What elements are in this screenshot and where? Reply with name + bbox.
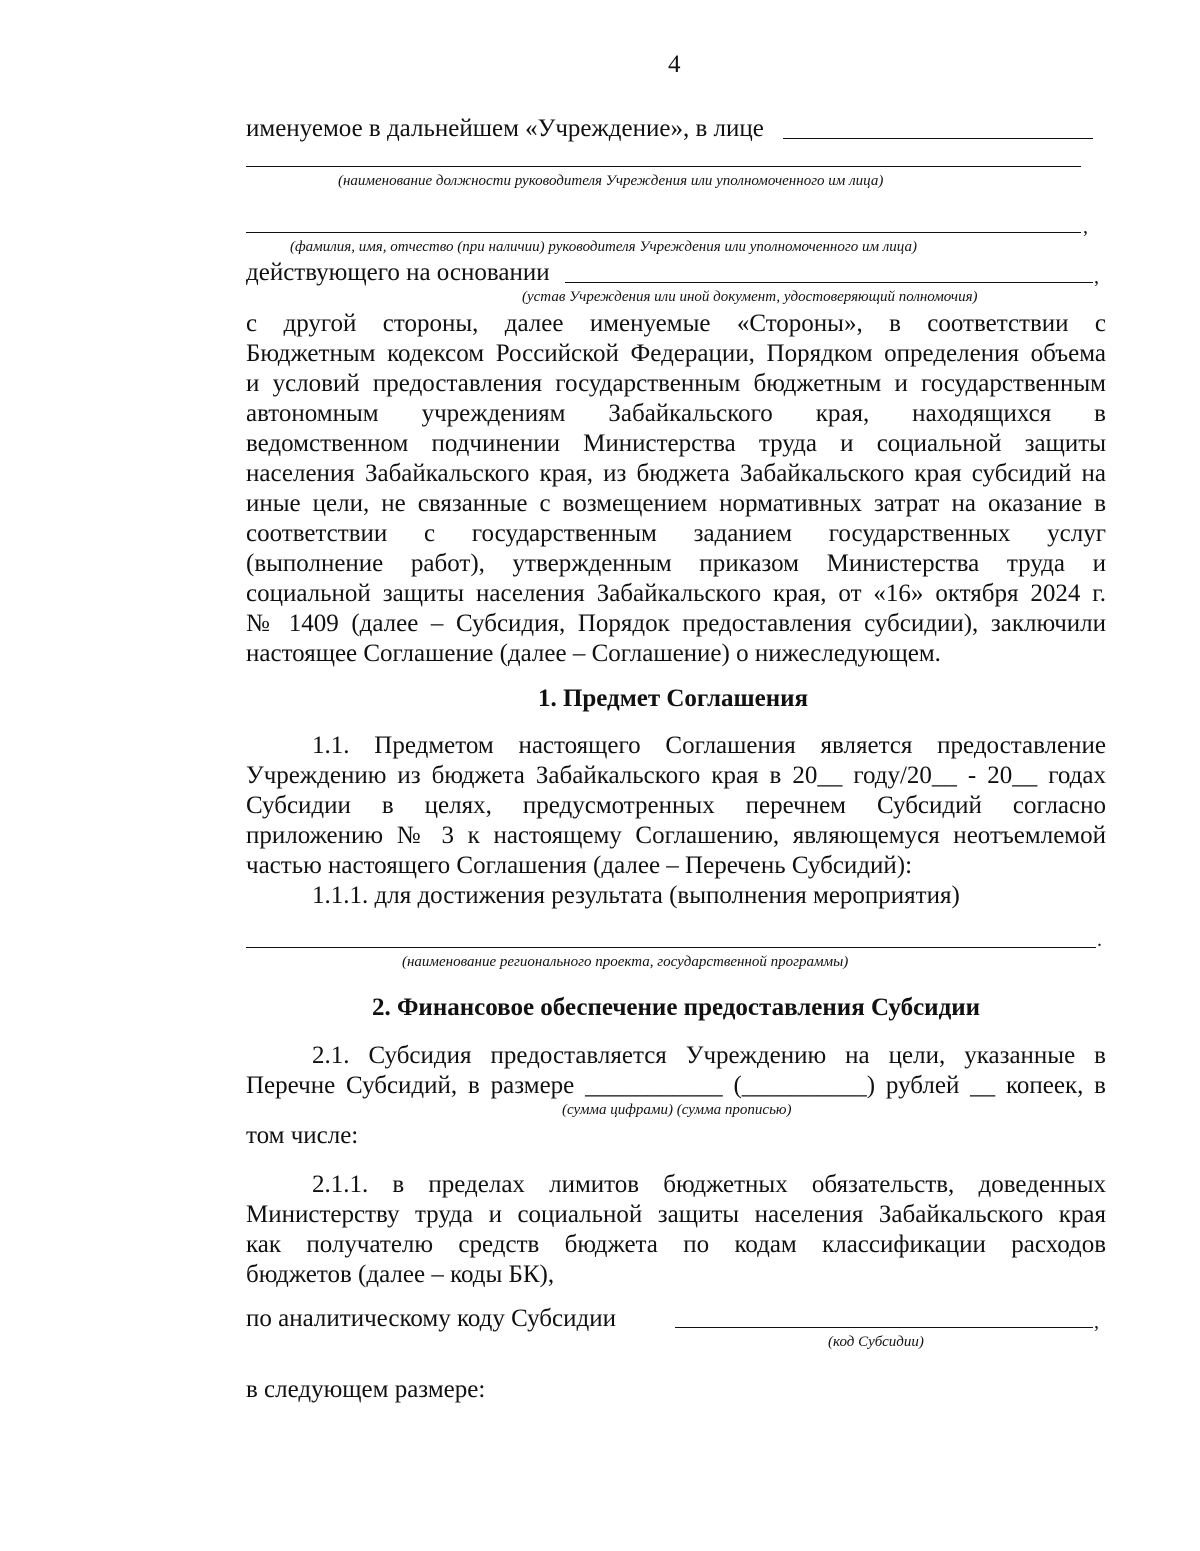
preamble-line: (выполнение работ), утвержденным приказом Министерства труда и bbox=[246, 550, 1106, 577]
section-1-paragraph bbox=[246, 731, 1106, 911]
comma: , bbox=[1083, 216, 1088, 238]
comma: , bbox=[1094, 1311, 1099, 1333]
preamble-line: соответствии с государственным заданием государственных услуг bbox=[246, 520, 1106, 547]
section-2-1-line: том числе: bbox=[246, 1122, 359, 1149]
comma: , bbox=[1094, 266, 1099, 288]
section-1-line: Учреждению из бюджета Забайкальского края в 20__ году/20__ - 20__ годах bbox=[246, 762, 1106, 789]
caption-position: (наименование должности руководителя Учреждения или уполномоченного им лица) bbox=[338, 173, 884, 189]
analytic-code-label: по аналитическому коду Субсидии bbox=[246, 1305, 616, 1332]
preamble-line: автономным учреждениям Забайкальского края, находящихся в bbox=[246, 400, 1106, 427]
preamble-paragraph bbox=[246, 309, 1106, 669]
preamble-line: ведомственном подчинении Министерства труда и социальной защиты bbox=[246, 430, 1106, 457]
section-1-line: Субсидии в целях, предусмотренных перечнем Субсидий согласно bbox=[246, 792, 1106, 819]
intro-acting: действующего на основании bbox=[246, 259, 550, 286]
preamble-line: социальной защиты населения Забайкальского края, от «16» октября 2024 г. bbox=[246, 580, 1106, 607]
dot: . bbox=[1097, 929, 1102, 951]
preamble-line: и условий предоставления государственным бюджетным и государственным bbox=[246, 370, 1106, 397]
preamble-line: настоящее Соглашение (далее – Соглашение) о нижеследующем. bbox=[246, 640, 941, 667]
section-2-1-1-line: бюджетов (далее – коды БК), bbox=[246, 1261, 555, 1288]
blank-line-representative bbox=[783, 138, 1093, 139]
section-1-line: частью настоящего Соглашения (далее – Перечень Субсидий): bbox=[246, 852, 913, 879]
section-2-1-1-paragraph bbox=[246, 1170, 1106, 1290]
section-2-1-paragraph bbox=[246, 1041, 1106, 1101]
section-2-1-1-line: Министерству труда и социальной защиты населения Забайкальского края bbox=[246, 1201, 1106, 1228]
preamble-line: иные цели, не связанные с возмещением нормативных затрат на оказание в bbox=[246, 490, 1106, 517]
preamble-line: с другой стороны, далее именуемые «Стороны», в соответствии с bbox=[246, 310, 1106, 337]
section-2-1-1-line: как получателю средств бюджета по кодам классификации расходов bbox=[246, 1231, 1106, 1258]
item-1-1-1: 1.1.1. для достижения результата (выполнения мероприятия) bbox=[312, 882, 960, 909]
blank-line-fio bbox=[246, 232, 1081, 233]
section-1-line: приложению № 3 к настоящему Соглашению, являющемуся неотъемлемой bbox=[246, 822, 1106, 849]
caption-amount: (сумма цифрами) (сумма прописью) bbox=[562, 1102, 792, 1118]
section-1-line: 1.1. Предметом настоящего Соглашения является предоставление bbox=[312, 732, 1106, 759]
blank-line-basis bbox=[565, 282, 1093, 283]
page-number: 4 bbox=[668, 51, 681, 78]
section-2-1-line: Перечне Субсидий, в размере ___________ (__________) рублей __ копеек, в bbox=[246, 1072, 1106, 1099]
caption-basis: (устав Учреждения или иной документ, удостоверяющий полномочия) bbox=[522, 289, 978, 305]
intro-named-as: именуемое в дальнейшем «Учреждение», в лице bbox=[246, 115, 764, 142]
caption-project: (наименование регионального проекта, государственной программы) bbox=[402, 954, 849, 970]
section-2-1-1-line: 2.1.1. в пределах лимитов бюджетных обязательств, доведенных bbox=[312, 1171, 1106, 1198]
preamble-line: Бюджетным кодексом Российской Федерации, Порядком определения объема bbox=[246, 340, 1106, 367]
blank-line-code bbox=[675, 1327, 1093, 1328]
caption-code: (код Субсидии) bbox=[828, 1334, 924, 1350]
preamble-line: № 1409 (далее – Субсидия, Порядок предоставления субсидии), заключили bbox=[246, 610, 1106, 637]
section-1-title: 1. Предмет Соглашения bbox=[537, 685, 809, 712]
following-amount-label: в следующем размере: bbox=[246, 1376, 486, 1403]
section-2-1-line: 2.1. Субсидия предоставляется Учреждению на цели, указанные в bbox=[312, 1042, 1106, 1069]
section-2-title: 2. Финансовое обеспечение предоставления Субсидии bbox=[371, 994, 981, 1021]
blank-line-position bbox=[246, 166, 1081, 167]
blank-line-result bbox=[246, 947, 1096, 948]
preamble-line: населения Забайкальского края, из бюджета Забайкальского края субсидий на bbox=[246, 460, 1106, 487]
caption-fio: (фамилия, имя, отчество (при наличии) руководителя Учреждения или уполномоченного им лица) bbox=[290, 239, 917, 255]
